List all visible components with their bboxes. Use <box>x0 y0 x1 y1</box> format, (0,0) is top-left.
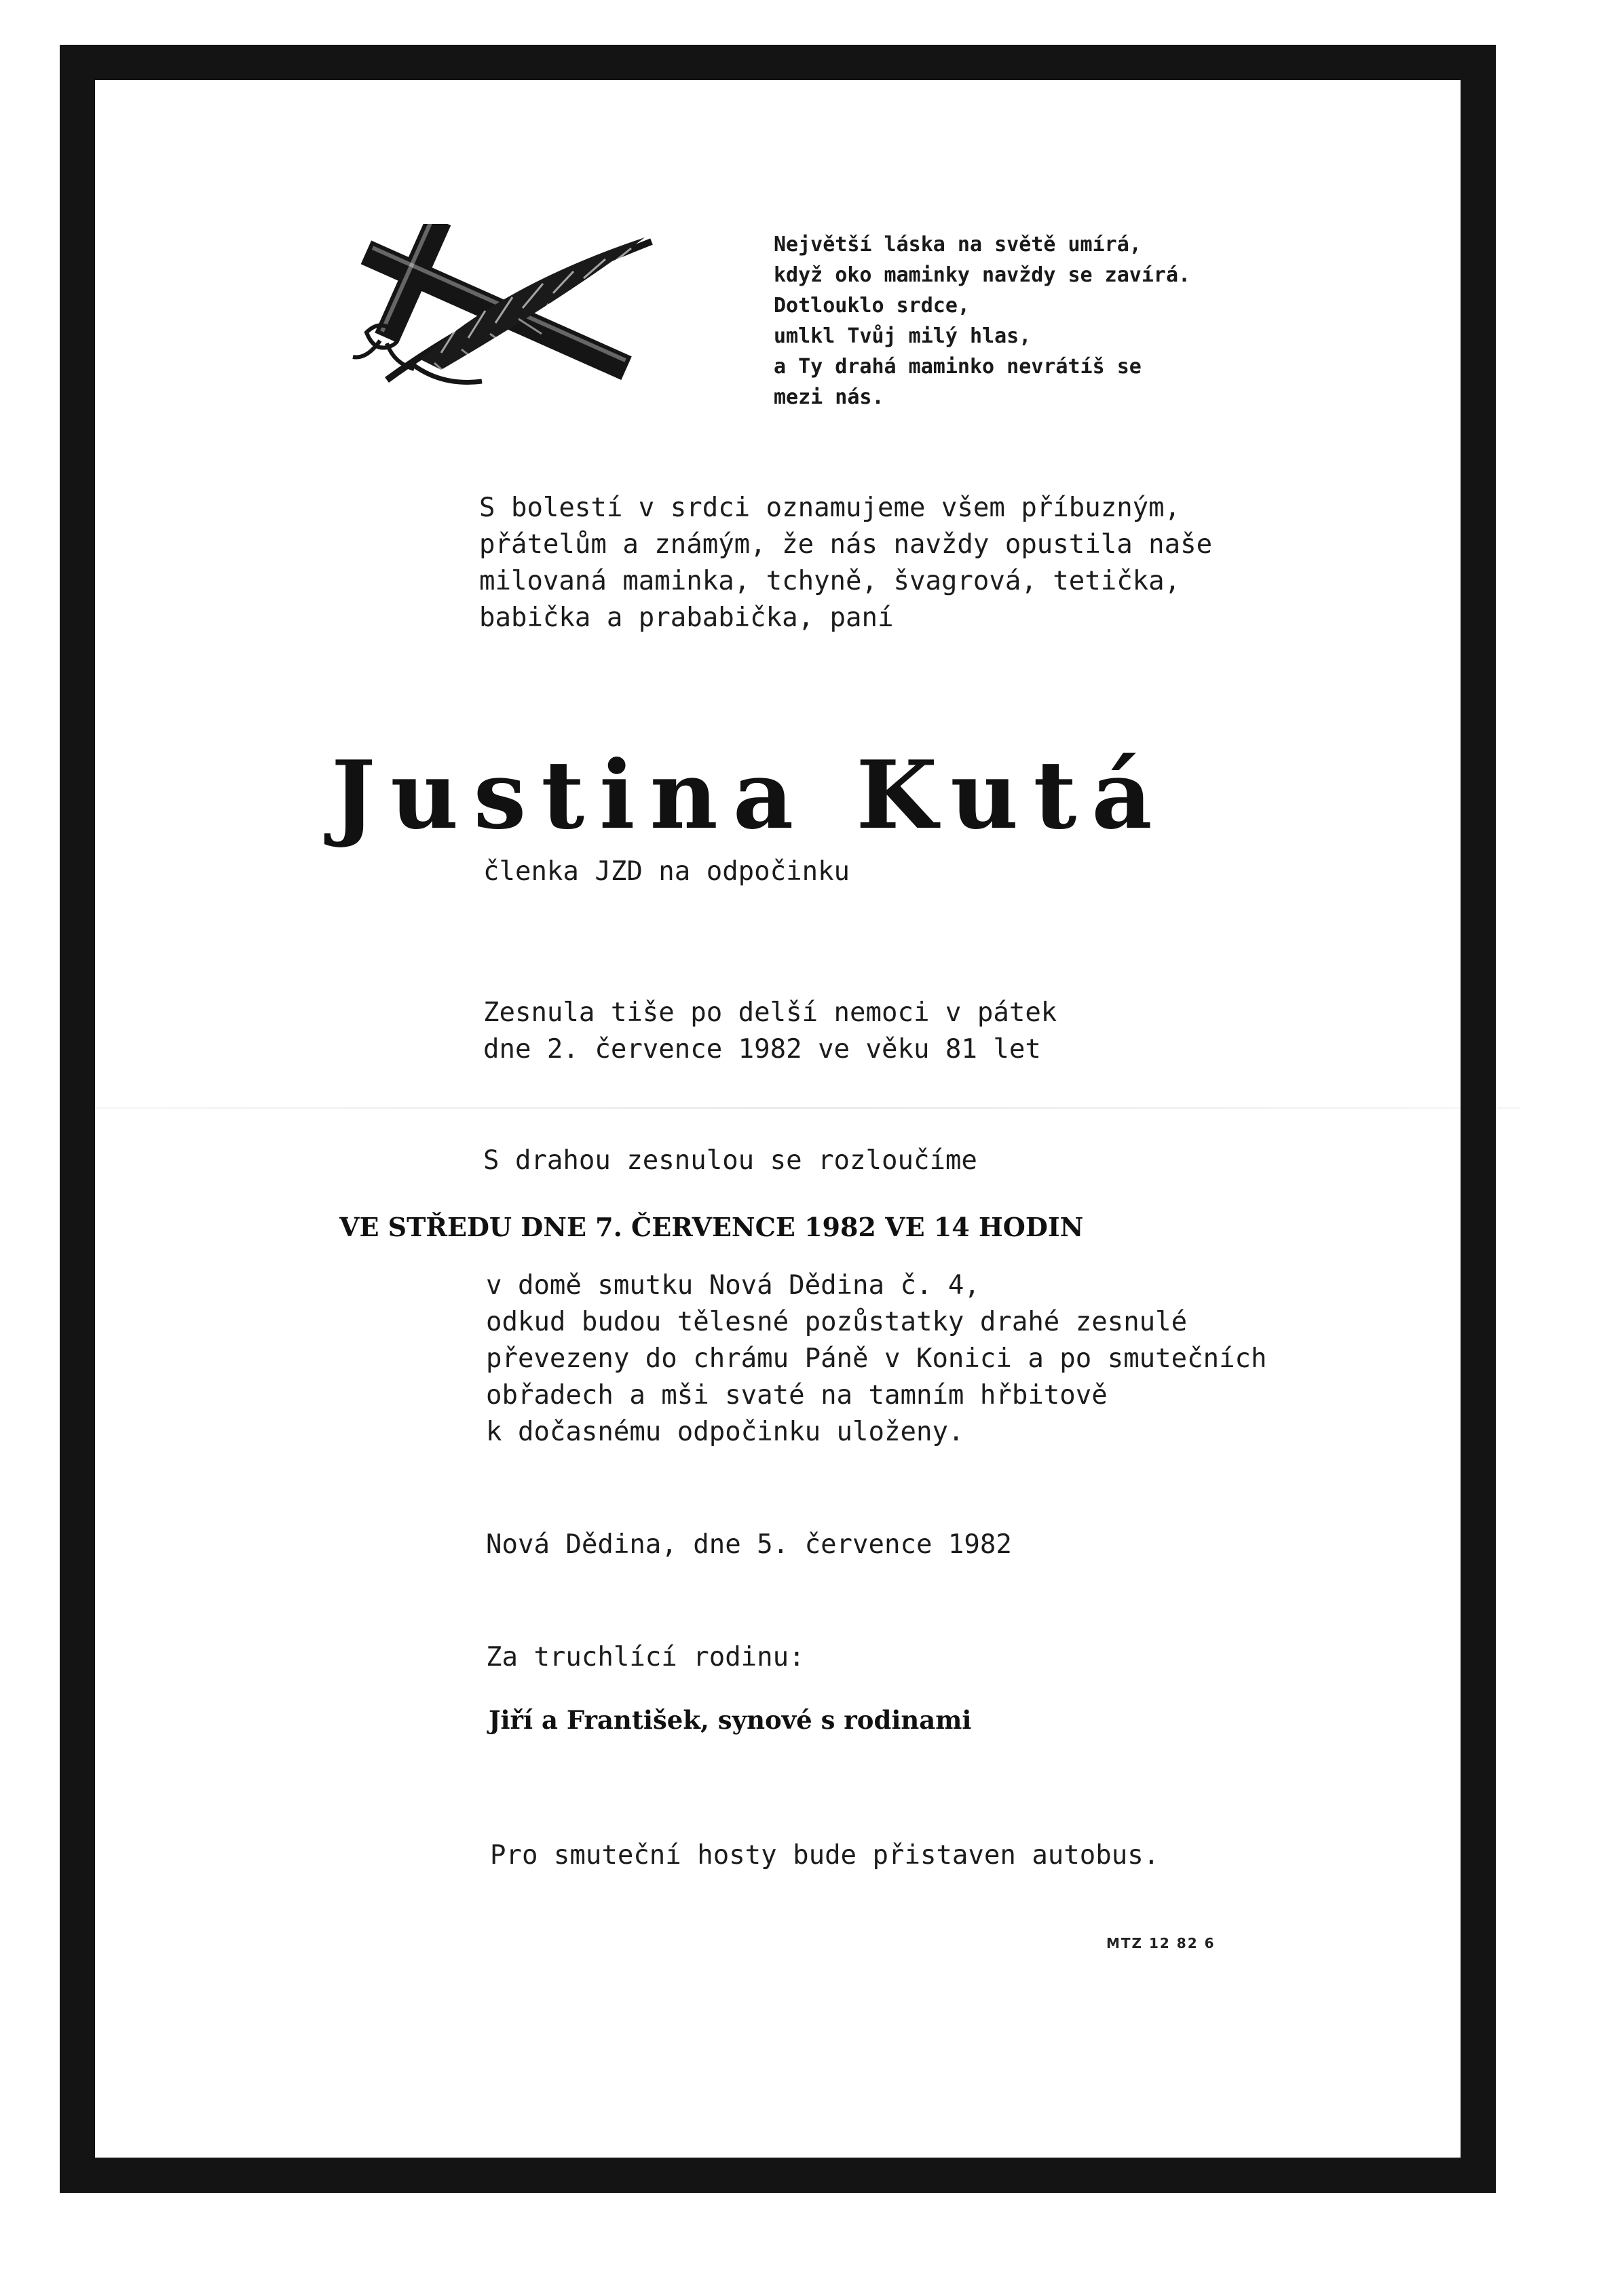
announcement-line: přátelům a známým, že nás navždy opustila naše <box>479 529 1213 560</box>
on-behalf-text: Za truchlící rodinu: <box>486 1642 805 1672</box>
bus-text: Pro smuteční hosty bude přistaven autobus. <box>490 1840 1160 1871</box>
occupation-line: členka JZD na odpočinku <box>483 856 850 887</box>
on-behalf-label <box>486 1639 805 1676</box>
details-line: odkud budou tělesné pozůstatky drahé zesnulé <box>486 1307 1188 1337</box>
deceased-occupation <box>483 854 850 890</box>
poem-line: umlkl Tvůj milý hlas, <box>774 324 1032 348</box>
farewell-line <box>483 1143 977 1179</box>
paper-fold-line <box>95 1107 1520 1109</box>
mourning-family: Jiří a František, synové s rodinami <box>489 1705 972 1735</box>
poem-line: Největší láska na světě umírá, <box>774 233 1142 256</box>
funeral-date-time: VE STŘEDU DNE 7. ČERVENCE 1982 VE 14 HODIN <box>339 1212 1084 1242</box>
death-notice <box>483 995 1057 1068</box>
announcement-line: babička a prababička, paní <box>479 602 894 633</box>
details-line: k dočasnému odpočinku uloženy. <box>486 1417 964 1447</box>
place-date-text: Nová Dědina, dne 5. července 1982 <box>486 1529 1012 1560</box>
farewell-text: S drahou zesnulou se rozloučíme <box>483 1145 977 1176</box>
poem-line: mezi nás. <box>774 385 884 409</box>
poem-line: Dotlouklo srdce, <box>774 294 970 318</box>
place-and-date <box>486 1527 1012 1563</box>
memorial-poem <box>774 229 1190 413</box>
deceased-name: Justina Kutá <box>331 740 1167 850</box>
announcement-line: S bolestí v srdci oznamujeme všem příbuzným, <box>479 493 1181 523</box>
bus-notice <box>490 1837 1159 1874</box>
poem-line: a Ty drahá maminko nevrátíš se <box>774 355 1142 379</box>
funeral-details <box>486 1267 1267 1451</box>
details-line: v domě smutku Nová Dědina č. 4, <box>486 1270 980 1301</box>
printer-mark: MTZ 12 82 6 <box>1106 1935 1216 1951</box>
death-line: Zesnula tiše po delší nemoci v pátek <box>483 997 1057 1028</box>
poem-line: když oko maminky navždy se zavírá. <box>774 263 1191 287</box>
death-line: dne 2. července 1982 ve věku 81 let <box>483 1034 1041 1065</box>
details-line: obřadech a mši svaté na tamním hřbitově <box>486 1380 1108 1411</box>
announcement-line: milovaná maminka, tchyně, švagrová, tetička, <box>479 566 1181 596</box>
cross-and-palm-icon <box>339 224 658 394</box>
announcement-paragraph <box>479 490 1212 636</box>
details-line: převezeny do chrámu Páně v Konici a po smutečních <box>486 1343 1267 1374</box>
